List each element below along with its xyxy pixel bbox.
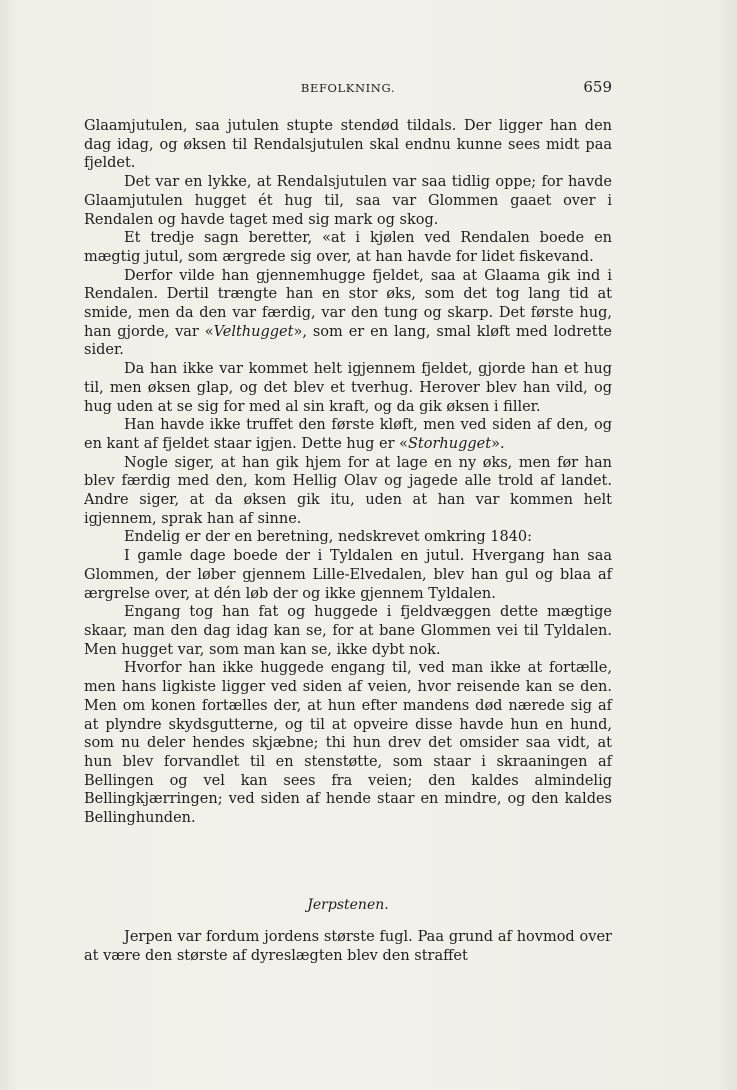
text-run: Et tredje sagn beretter, «at i kjølen ved Rendalen boede en mægtig jutul, som ærgrede sig over, at han havde for lidet fiskevand. xyxy=(84,230,612,265)
section-text xyxy=(84,928,612,966)
paragraph xyxy=(84,547,612,603)
text-run: Det var en lykke, at Rendalsjutulen var saa tidlig oppe; for havde Glaamjutulen hugget ét hug til, saa var Glommen gaaet over i Rendalen og havde taget med sig mark og skog. xyxy=(84,174,612,228)
paragraph xyxy=(84,173,612,229)
text-run: ». xyxy=(491,435,505,452)
text-run: Derfor vilde han gjennemhugge fjeldet, saa at Glaama gik ind i Rendalen. Dertil trængte han en stor øks, som det tog lang tid at smide, men da den var færdig, var den tung og skarp. Det første hug, han gjorde, var « xyxy=(84,267,612,340)
section-heading: Jerpstenen. xyxy=(307,897,389,913)
text-run: I gamle dage boede der i Tyldalen en jutul. Hvergang han saa Glommen, der løber gjennem Lille-Elvedalen, blev han gul og blaa af ærgrelse over, at dén løb der og ikke gjennem Tyldalen. xyxy=(84,548,612,602)
paragraph xyxy=(84,454,612,529)
italic-name: Storhugget xyxy=(408,435,492,452)
text-run: Nogle siger, at han gik hjem for at lage en ny øks, men før han blev færdig med den, kom Hellig Olav og jagede alle trold af landet. Andre siger, at da øksen gik itu, uden at han var kommen helt igjennem, sprak han af sinne. xyxy=(84,454,612,527)
section-paragraph: Jerpen var fordum jordens største fugl. Paa grund af hovmod over at være den største af dyreslægten blev den straffet xyxy=(84,929,612,964)
body-text xyxy=(84,117,612,828)
text-run: », som er en lang, smal kløft med lodrette sider. xyxy=(84,323,612,359)
text-run: Endelig er der en beretning, nedskrevet omkring 1840: xyxy=(124,529,533,546)
text-run: Engang tog han fat og huggede i fjeldvæggen dette mægtige skaar, man den dag idag kan se, for at bane Glommen vei til Tyldalen. Men hugget var, som man kan se, ikke dybt nok. xyxy=(84,604,612,658)
paragraph xyxy=(84,229,612,266)
page-header xyxy=(84,78,612,98)
italic-name: Velthugget xyxy=(213,323,294,340)
paragraph xyxy=(84,659,612,827)
text-run: Glaamjutulen, saa jutulen stupte stendød tildals. Der ligger han den dag idag, og øksen til Rendalsjutulen skal endnu kunne sees midt paa fjeldet. xyxy=(84,118,612,172)
paragraph xyxy=(84,528,612,547)
paragraph xyxy=(84,360,612,416)
text-run: Da han ikke var kommet helt igjennem fjeldet, gjorde han et hug til, men øksen glap, og det blev et tverhug. Herover blev han vild, og hug uden at se sig for med al sin kraft, og da gik øksen i filler. xyxy=(84,361,612,415)
paragraph xyxy=(84,603,612,659)
text-run: Hvorfor han ikke huggede engang til, ved man ikke at fortælle, men hans ligkiste ligger ved siden af veien, hvor reisende kan se den. Men om konen fortælles der, at hun efter mandens død nærede sig af at plyndre skydsgutterne, og til at opveire disse havde hun en hund, som nu deler hendes skjæbne; thi hun drev det omsider saa vidt, at hun blev forvandlet til en stenstøtte, som staar i skraaningen af Bellingen og vel kan sees fra veien; den kaldes almindelig Bellingkjærringen; ved siden af hende staar en mindre, og den kaldes Bellinghunden. xyxy=(84,660,612,827)
text-run: Han havde ikke truffet den første kløft, men ved siden af den, og en kant af fjeldet staar igjen. Dette hug er « xyxy=(84,417,612,452)
paragraph xyxy=(84,416,612,453)
running-title: BEFOLKNING. xyxy=(300,81,396,95)
paragraph xyxy=(84,117,612,173)
page-number: 659 xyxy=(583,78,612,96)
paragraph xyxy=(84,267,612,361)
